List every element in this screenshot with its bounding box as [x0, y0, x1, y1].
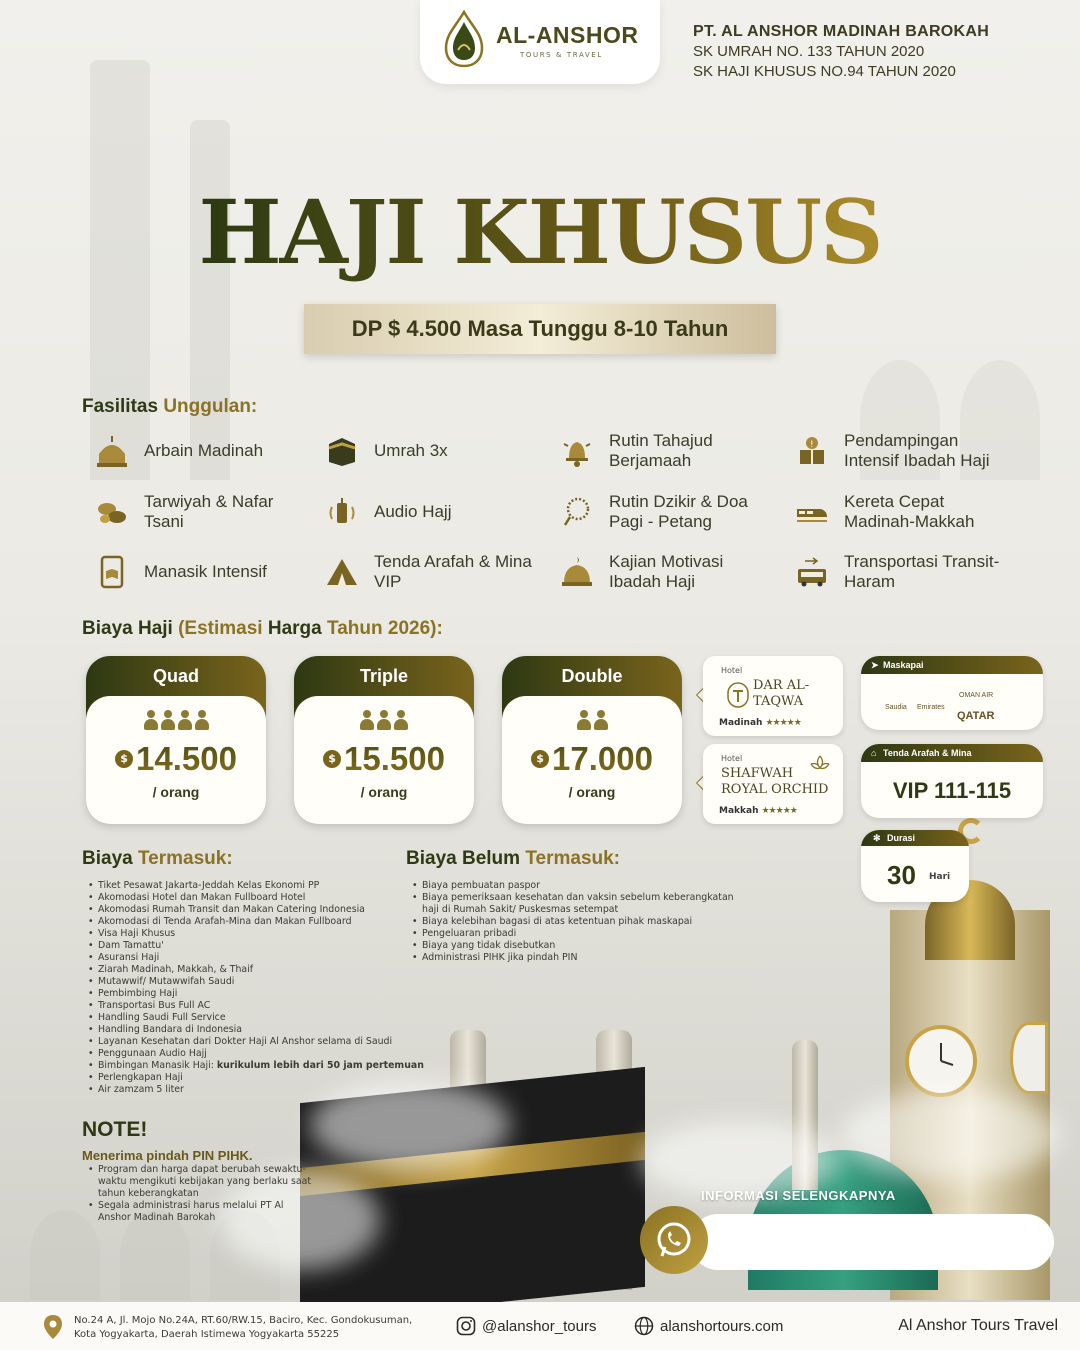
- package-card-triple: [294, 656, 474, 824]
- hotel-name: DAR AL-TAQWA: [753, 678, 810, 709]
- facility-item: Umrah 3x: [324, 426, 539, 476]
- person-icon: [144, 710, 158, 730]
- note-subtitle: Menerima pindah PIN PIHK.: [82, 1148, 253, 1163]
- mist: [840, 1090, 1060, 1180]
- company-info: [693, 22, 989, 82]
- page-title: HAJI KHUSUS: [0, 180, 1080, 284]
- package-name: Quad: [152, 666, 199, 686]
- list-item: • Program dan harga dapat berubah sewaktu-waktu mengikuti kebijakan yang berlaku saat tahun keberangkatan: [82, 1164, 312, 1200]
- facility-item: Arbain Madinah: [94, 426, 309, 476]
- list-item: • Akomodasi di Tenda Arafah-Mina dan Makan Fullboard: [82, 916, 442, 928]
- excluded-title: Biaya Belum Termasuk:: [406, 848, 621, 869]
- tasbih-icon: [559, 494, 595, 530]
- audio-icon: [324, 494, 360, 530]
- duration-unit: Hari: [929, 872, 951, 882]
- persons-icon: [502, 710, 682, 732]
- mosque-icon: [94, 433, 130, 469]
- airline-logo: Emirates: [917, 704, 945, 711]
- persons-icon: [86, 710, 266, 732]
- package-price: 14.500: [136, 740, 237, 777]
- hotel-city: Makkah: [719, 806, 759, 816]
- package-card-quad: [86, 656, 266, 824]
- logo-name: AL-ANSHOR: [496, 22, 639, 48]
- instagram-handle[interactable]: @alanshor_tours: [482, 1317, 597, 1335]
- facility-item: Rutin Tahajud Berjamaah: [559, 426, 774, 476]
- list-item: • Biaya pembuatan paspor: [406, 880, 746, 892]
- facility-item: Manasik Intensif: [94, 547, 309, 597]
- price-unit: / orang: [360, 784, 408, 800]
- logo-icon: [442, 10, 486, 68]
- star-rating: ★★★★★: [765, 718, 801, 728]
- list-item: • Layanan Kesehatan dari Dokter Haji Al Anshor selama di Saudi: [82, 1036, 442, 1048]
- tent-card: ⌂ Tenda Arafah & Mina VIP 111-115: [861, 744, 1043, 818]
- list-item: • Air zamzam 5 liter: [82, 1084, 442, 1096]
- facility-item: Tarwiyah & Nafar Tsani: [94, 487, 309, 537]
- facility-item: Kajian Motivasi Ibadah Haji: [559, 547, 774, 597]
- train-icon: [794, 494, 830, 530]
- duration-card: ✻ Durasi 30 Hari: [861, 830, 969, 902]
- list-item: • Pengeluaran pribadi: [406, 928, 746, 940]
- airline-logo: OMAN AIR: [959, 692, 994, 699]
- list-item: • Dam Tamattu': [82, 940, 442, 952]
- package-card-double: [502, 656, 682, 824]
- list-item: • Penggunaan Audio Hajj: [82, 1048, 442, 1060]
- star-rating: ★★★★★: [761, 806, 797, 816]
- list-item: • Segala administrasi harus melalui PT Al Anshor Madinah Barokah: [82, 1200, 312, 1224]
- location-pin-icon: [42, 1314, 64, 1340]
- dollar-icon: $: [323, 750, 341, 768]
- list-item: • Pembimbing Haji: [82, 988, 442, 1000]
- persons-icon: [294, 710, 474, 732]
- svg-text:!: !: [810, 440, 814, 450]
- bell-icon: [559, 433, 595, 469]
- price-unit: / orang: [568, 784, 616, 800]
- hotel-name: SHAFWAH ROYAL ORCHID: [721, 766, 829, 797]
- list-item: • Tiket Pesawat Jakarta-Jeddah Kelas Ekonomi PP: [82, 880, 442, 892]
- footer: [0, 1302, 1080, 1350]
- globe-icon: [634, 1316, 654, 1336]
- list-item: • Akomodasi Hotel dan Makan Fullboard Hotel: [82, 892, 442, 904]
- person-icon: [360, 710, 374, 730]
- included-list: [82, 880, 442, 1096]
- person-icon: [161, 710, 175, 730]
- note-list: [82, 1164, 312, 1224]
- phone-book-icon: [94, 554, 130, 590]
- note-title: NOTE!: [82, 1118, 148, 1141]
- person-icon: [377, 710, 391, 730]
- website-link[interactable]: alanshortours.com: [660, 1317, 784, 1335]
- hotel-card-makkah: Hotel SHAFWAH ROYAL ORCHID Makkah ★★★★★: [703, 744, 843, 824]
- list-item: • Perlengkapan Haji: [82, 1072, 442, 1084]
- hotel-card-madinah: Hotel DAR AL-TAQWA Madinah ★★★★★: [703, 656, 843, 736]
- tent-icon: [324, 554, 360, 590]
- book-icon: [794, 433, 830, 469]
- whatsapp-contact-field[interactable]: [690, 1214, 1054, 1270]
- list-item: • Handling Bandara di Indonesia: [82, 1024, 442, 1036]
- list-item: • Handling Saudi Full Service: [82, 1012, 442, 1024]
- sk-umrah: SK UMRAH NO. 133 TAHUN 2020: [693, 43, 925, 60]
- bus-icon: [794, 554, 830, 590]
- hotel-logo-icon: [727, 682, 749, 708]
- airline-card: ➤ Maskapai Saudia Emirates OMAN AIR QATAR: [861, 656, 1043, 730]
- clock-face: [905, 1025, 977, 1097]
- plane-icon: ➤: [871, 660, 879, 670]
- dp-banner: DP $ 4.500 Masa Tunggu 8-10 Tahun: [304, 304, 776, 354]
- list-item: • Biaya pemeriksaan kesehatan dan vaksin sebelum keberangkatan haji di Rumah Sakit/ Puskesmas setempat: [406, 892, 746, 916]
- airline-logo: QATAR: [957, 710, 995, 722]
- logo-card: [420, 0, 660, 84]
- person-icon: [195, 710, 209, 730]
- facility-item: Tenda Arafah & Mina VIP: [324, 547, 539, 597]
- facilities-title: Fasilitas Unggulan:: [82, 396, 258, 417]
- tent-value: VIP 111-115: [892, 778, 1012, 803]
- excluded-list: [406, 880, 746, 964]
- facility-item: Rutin Dzikir & Doa Pagi - Petang: [559, 487, 774, 537]
- facility-item: ! Pendampingan Intensif Ibadah Haji: [794, 426, 1009, 476]
- list-item: • Asuransi Haji: [82, 952, 442, 964]
- dome-icon: [559, 554, 595, 590]
- list-item: • Mutawwif/ Mutawwifah Saudi: [82, 976, 442, 988]
- dollar-icon: $: [115, 750, 133, 768]
- list-item: • Bimbingan Manasik Haji: kurikulum lebih dari 50 jam pertemuan: [82, 1060, 442, 1072]
- brand-name: Al Anshor Tours Travel: [898, 1317, 1058, 1334]
- hotel-city: Madinah: [719, 718, 763, 728]
- package-price: 17.000: [552, 740, 653, 777]
- list-item: • Ziarah Madinah, Makkah, & Thaif: [82, 964, 442, 976]
- person-icon: [594, 710, 608, 730]
- price-unit: / orang: [152, 784, 200, 800]
- dollar-icon: $: [531, 750, 549, 768]
- person-icon: [394, 710, 408, 730]
- facility-item: Kereta Cepat Madinah-Makkah: [794, 487, 1009, 537]
- pricing-title: Biaya Haji (Estimasi Harga Tahun 2026):: [82, 618, 443, 639]
- contact-title: INFORMASI SELENGKAPNYA: [701, 1188, 896, 1203]
- logo-tagline: TOURS & TRAVEL: [520, 51, 603, 59]
- home-icon: ⌂: [871, 748, 877, 758]
- facility-item: Transportasi Transit-Haram: [794, 547, 1009, 597]
- clock-face-side: [1010, 1022, 1048, 1094]
- stones-icon: [94, 494, 130, 530]
- kaaba-icon: [324, 433, 360, 469]
- list-item: • Transportasi Bus Full AC: [82, 1000, 442, 1012]
- gear-icon: ✻: [873, 833, 881, 843]
- duration-value: 30: [887, 860, 916, 890]
- whatsapp-icon[interactable]: [640, 1206, 708, 1274]
- list-item: • Visa Haji Khusus: [82, 928, 442, 940]
- facility-item: Audio Hajj: [324, 487, 539, 537]
- address: No.24 A, Jl. Mojo No.24A, RT.60/RW.15, Baciro, Kec. Gondokusuman, Kota Yogyakarta, Daerah Istimewa Yogyakarta 55225: [74, 1315, 413, 1340]
- person-icon: [577, 710, 591, 730]
- package-name: Triple: [359, 666, 408, 686]
- list-item: • Akomodasi Rumah Transit dan Makan Catering Indonesia: [82, 904, 442, 916]
- list-item: • Biaya yang tidak disebutkan: [406, 940, 746, 952]
- company-name: PT. AL ANSHOR MADINAH BAROKAH: [693, 23, 990, 40]
- list-item: • Administrasi PIHK jika pindah PIN: [406, 952, 746, 964]
- included-title: Biaya Termasuk:: [82, 848, 233, 869]
- list-item: • Biaya kelebihan bagasi di atas ketentuan pihak maskapai: [406, 916, 746, 928]
- sk-haji: SK HAJI KHUSUS NO.94 TAHUN 2020: [693, 63, 956, 80]
- airline-logo: Saudia: [885, 704, 907, 711]
- instagram-icon: [456, 1316, 476, 1336]
- package-name: Double: [561, 666, 623, 686]
- package-price: 15.500: [344, 740, 445, 777]
- person-icon: [178, 710, 192, 730]
